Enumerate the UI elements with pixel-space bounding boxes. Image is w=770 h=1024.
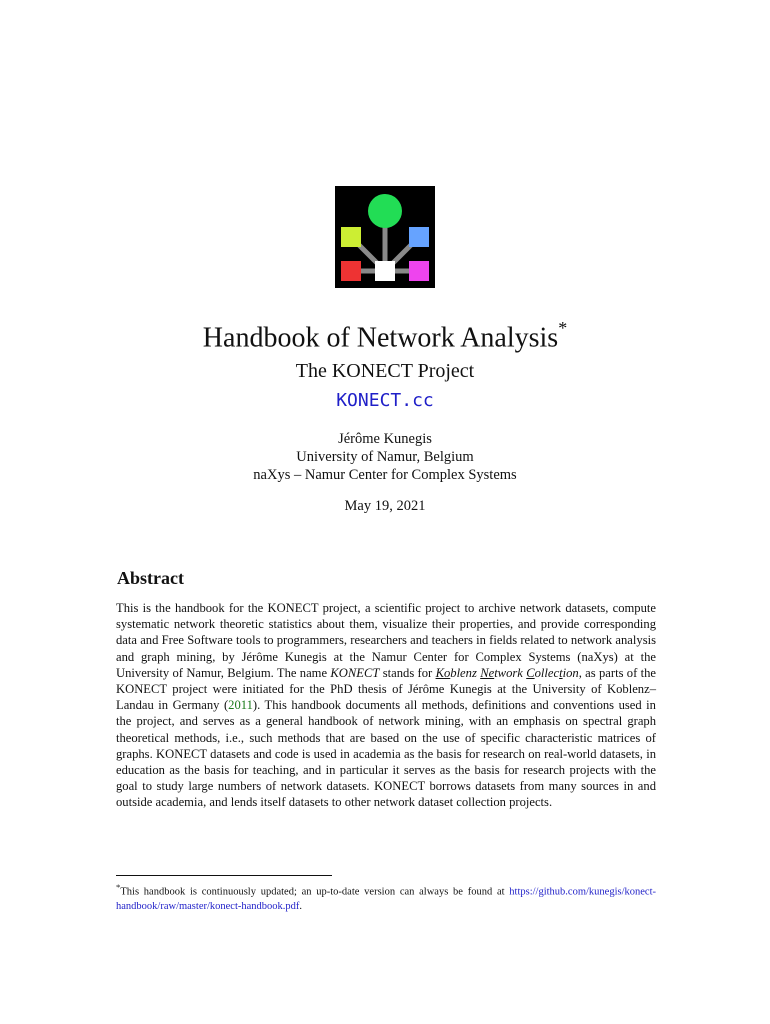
footnote-rule [116, 875, 332, 876]
abstract-body [116, 600, 656, 811]
affiliation-university: University of Namur, Belgium [296, 449, 474, 465]
publication-date: May 19, 2021 [344, 498, 426, 514]
footnote-end: . [299, 900, 303, 912]
paper-title [0, 320, 770, 354]
title-text: Handbook of Network Analysis [202, 322, 559, 354]
citation-link[interactable]: 2011 [228, 698, 253, 713]
logo-node-bottom-right [409, 261, 429, 281]
acronym-letters: Ne [480, 665, 495, 680]
acronym-expansion [436, 666, 579, 680]
konect-logo [335, 186, 435, 288]
acronym-letters: C [526, 665, 535, 680]
project-url-link[interactable]: KONECT.cc [336, 390, 434, 411]
acronym-letters: t [559, 665, 563, 680]
network-graph-icon [335, 186, 435, 288]
logo-node-top [368, 194, 402, 228]
acronym-letters: Ko [435, 665, 451, 680]
logo-node-center [375, 261, 395, 281]
logo-node-left [341, 227, 361, 247]
paper-subtitle: The KONECT Project [295, 360, 475, 382]
footnote-mark: * [116, 882, 121, 892]
author-block [0, 430, 770, 484]
acronym-word: ollec [534, 665, 560, 680]
title-footnote-mark[interactable]: * [558, 318, 568, 338]
footnote [116, 880, 656, 914]
acronym-word: ion [562, 665, 579, 680]
acronym-word: twork [494, 665, 527, 680]
author-name: Jérôme Kunegis [338, 431, 432, 447]
konect-name: KONECT [330, 665, 380, 680]
handbook-pdf-link[interactable]: https://github.com/kunegis/konect-handbook/raw/master/konect-handbook.pdf [116, 886, 656, 912]
footnote-text: This handbook is continuously updated; an up-to-date version can always be found at [120, 886, 505, 898]
affiliation-center: naXys – Namur Center for Complex Systems [253, 467, 517, 483]
abstract-text: stands for [379, 665, 436, 680]
abstract-text: This is the handbook for the KONECT project, a scientific project to archive network datasets, compute systematic network theoretic statistics about them, visualize their properties, and provide corresponding data and Free Software tools to programmers, researchers and teachers in fields related to network analysis and graph mining, by Jérôme Kunegis at the Namur Center for Complex Systems (naXys) at the University of Namur, Belgium. The name [116, 601, 656, 680]
abstract-heading: Abstract [117, 568, 184, 588]
abstract-text: ). This handbook documents all methods, definitions and conventions used in the project, and serves as a general handbook of network mining, with an emphasis on spectral graph theoretical methods, i.e., such methods that are based on the use of specific characteristic matrices of graphs. KONECT datasets and code is used in academia as the basis for research on real-world datasets, in education as the basis for teaching, and in particular it serves as the basis for research projects with the goal to study large numbers of network datasets. KONECT borrows datasets from many sources in and outside academia, and lends itself datasets to other network dataset collection projects. [116, 698, 656, 810]
abstract-text: , as parts of the KONECT project were initiated for the PhD thesis of Jérôme Kunegis at the University of Koblenz–Landau in Germany ( [116, 665, 656, 713]
acronym-word: blenz [450, 665, 481, 680]
logo-node-bottom-left [341, 261, 361, 281]
logo-node-right [409, 227, 429, 247]
